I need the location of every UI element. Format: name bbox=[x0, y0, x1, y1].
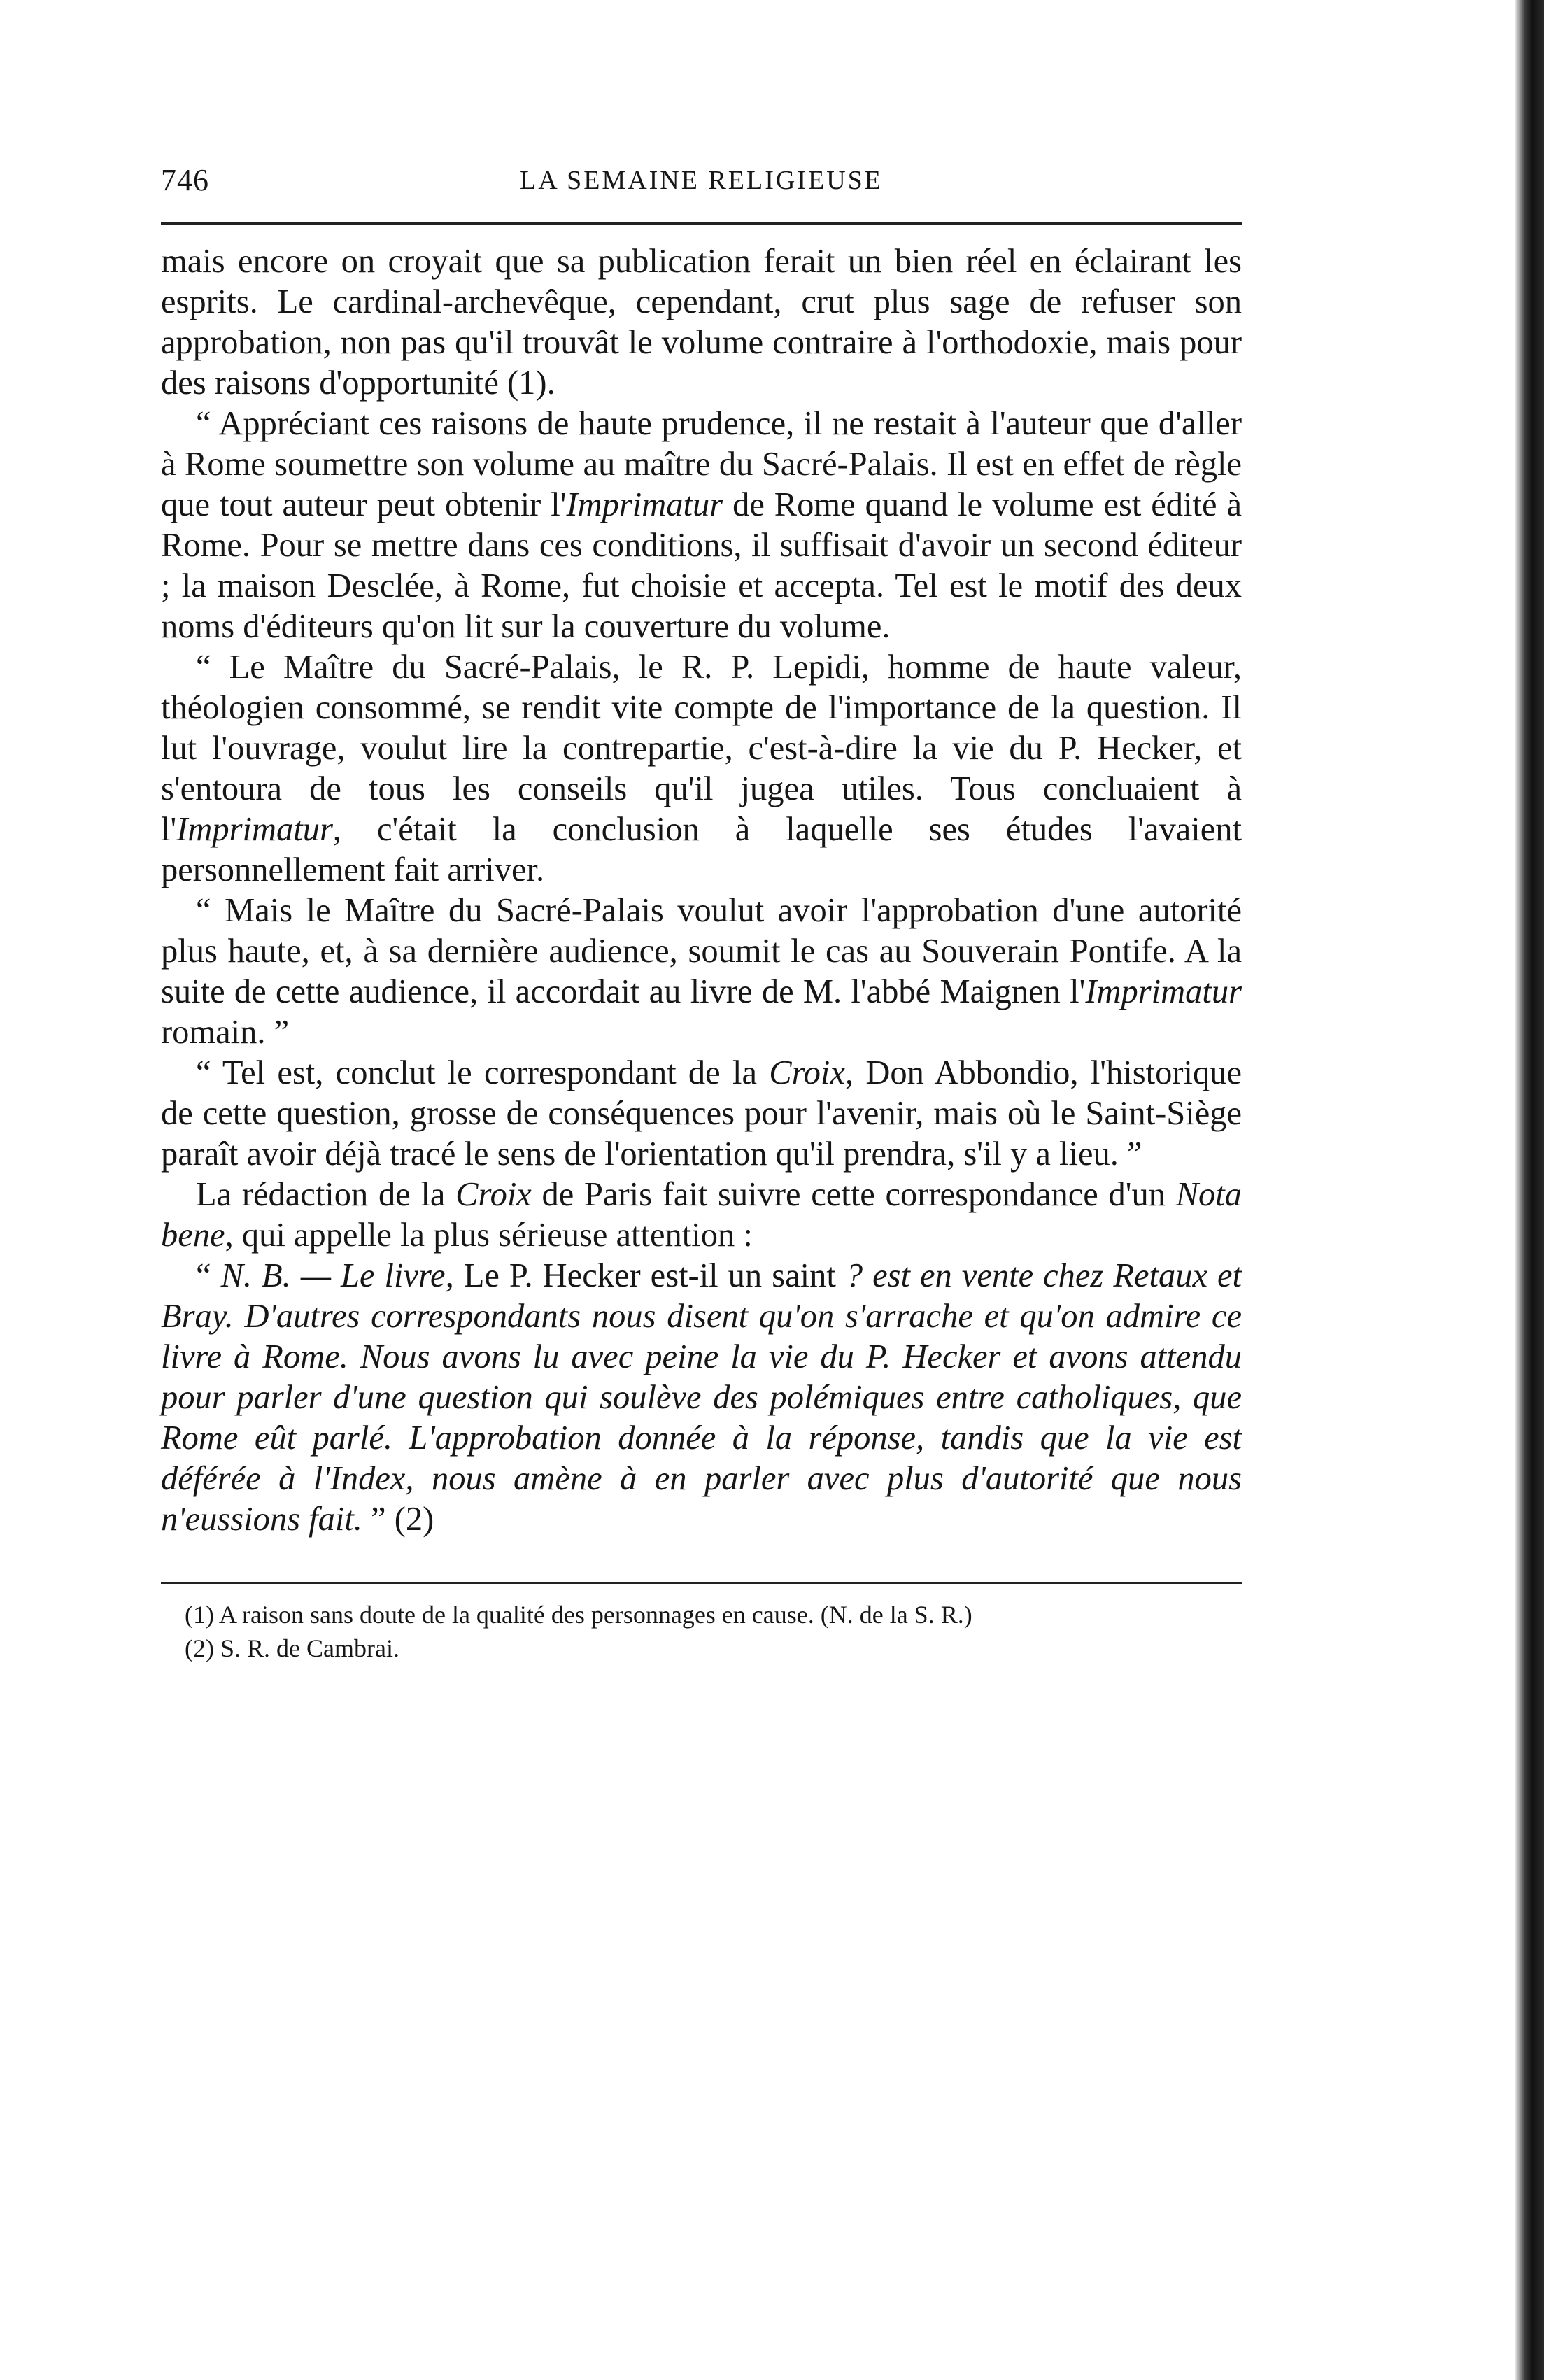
running-head: LA SEMAINE RELIGIEUSE bbox=[520, 166, 883, 195]
header-rule bbox=[161, 222, 1242, 225]
footnotes bbox=[161, 1598, 1242, 1665]
footnote-1: (1) A raison sans doute de la qualité des personnages en cause. (N. de la S. R.) bbox=[185, 1601, 972, 1629]
page-number: 746 bbox=[161, 163, 209, 197]
paragraph-5: “ Tel est, conclut le correspondant de la Croix, Don Abbondio, l'historique de cette question, grosse de conséquences pour l'avenir, mais où le Saint-Siège paraît avoir déjà tracé le sens de l'orientation qu'il prendra, s'il y a lieu. ” bbox=[161, 1054, 1242, 1173]
article-body bbox=[161, 241, 1242, 1540]
paragraph-2: “ Appréciant ces raisons de haute prudence, il ne restait à l'auteur que d'aller à Rome soumettre son volume au maître du Sacré-Palais. Il est en effet de règle que tout auteur peut obtenir l'Imprimatur de Rome quand le volume est édité à Rome. Pour se mettre dans ces conditions, il suffisait d'avoir un second éditeur ; la maison Desclée, à Rome, fut choisie et accepta. Tel est le motif des deux noms d'éditeurs qu'on lit sur la couverture du volume. bbox=[161, 405, 1242, 645]
footnote-rule bbox=[161, 1582, 1242, 1584]
paragraph-4: “ Mais le Maître du Sacré-Palais voulut avoir l'approbation d'une autorité plus haute, et, à sa dernière audience, soumit le cas au Souverain Pontife. A la suite de cette audience, il accordait au livre de M. l'abbé Maignen l'Imprimatur romain. ” bbox=[161, 892, 1242, 1051]
paragraph-1: mais encore on croyait que sa publication ferait un bien réel en éclairant les esprits. Le cardinal-archevêque, cependant, crut plus sage de refuser son approbation, non pas qu'il trouvât le volume contraire à l'orthodoxie, mais pour des raisons d'opportunité (1). bbox=[161, 243, 1242, 402]
page-edge-shadow bbox=[1515, 0, 1544, 2380]
nota-bene-paragraph: “ N. B. — Le livre, Le P. Hecker est-il un saint ? est en vente chez Retaux et Bray. D'autres correspondants nous disent qu'on s'arrache et qu'on admire ce livre à Rome. Nous avons lu avec peine la vie du P. Hecker et avons attendu pour parler d'une question qui soulève des polémiques entre catholiques, que Rome eût parlé. L'approbation donnée à la réponse, tandis que la vie est déférée à l'Index, nous amène à en parler avec plus d'autorité que nous n'eussions fait. ” (2) bbox=[161, 1257, 1242, 1538]
paragraph-3: “ Le Maître du Sacré-Palais, le R. P. Lepidi, homme de haute valeur, théologien consommé, se rendit vite compte de l'importance de la question. Il lut l'ouvrage, voulut lire la contrepartie, c'est-à-dire la vie du P. Hecker, et s'entoura de tous les conseils qu'il jugea utiles. Tous concluaient à l'Imprimatur, c'était la conclusion à laquelle ses études l'avaient personnellement fait arriver. bbox=[161, 649, 1242, 888]
footnote-2: (2) S. R. de Cambrai. bbox=[185, 1634, 399, 1662]
page-header bbox=[161, 155, 1242, 204]
paragraph-6: La rédaction de la Croix de Paris fait suivre cette correspondance d'un Nota bene, qui appelle la plus sérieuse attention : bbox=[161, 1176, 1242, 1254]
